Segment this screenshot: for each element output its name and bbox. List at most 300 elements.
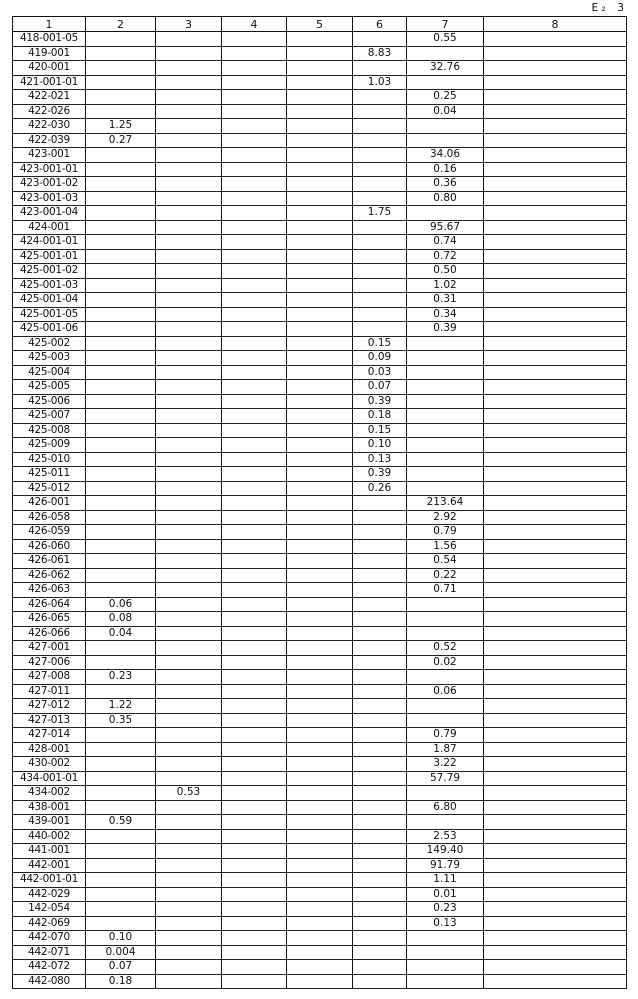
table-cell: [353, 699, 407, 714]
table-cell: [353, 220, 407, 235]
table-cell: [287, 264, 353, 279]
table-cell: [156, 220, 222, 235]
table-cell: [287, 757, 353, 772]
table-cell: [222, 133, 287, 148]
table-cell: [484, 177, 627, 192]
table-cell: [287, 90, 353, 105]
table-cell: [484, 786, 627, 801]
table-row: [13, 757, 627, 772]
table-cell: [484, 336, 627, 351]
table-cell: [484, 409, 627, 424]
table-cell: 95.67: [407, 220, 484, 235]
table-cell: [86, 844, 156, 859]
table-cell: [287, 873, 353, 888]
table-cell: [156, 829, 222, 844]
table-cell: [484, 206, 627, 221]
table-cell: 0.15: [353, 336, 407, 351]
table-cell: [484, 858, 627, 873]
table-cell: [287, 829, 353, 844]
table-cell: [353, 293, 407, 308]
table-cell: [484, 554, 627, 569]
table-row: [13, 626, 627, 641]
table-cell: [156, 249, 222, 264]
table-cell: [353, 641, 407, 656]
table-cell: 8.83: [353, 46, 407, 61]
table-cell: [353, 307, 407, 322]
table-row: [13, 61, 627, 76]
table-row: [13, 699, 627, 714]
table-cell: [156, 626, 222, 641]
table-cell: [287, 336, 353, 351]
table-cell: [287, 322, 353, 337]
table-cell: [86, 902, 156, 917]
table-cell: [353, 597, 407, 612]
table-cell: 0.004: [86, 945, 156, 960]
table-cell: [222, 148, 287, 163]
table-cell: [156, 916, 222, 931]
table-cell: [407, 670, 484, 685]
table-cell: [222, 945, 287, 960]
table-cell: [156, 264, 222, 279]
table-cell: [156, 61, 222, 76]
table-cell: 34.06: [407, 148, 484, 163]
table-cell: [222, 264, 287, 279]
table-row: [13, 104, 627, 119]
row-code-cell: 426-001: [13, 496, 86, 511]
table-row: [13, 322, 627, 337]
table-cell: 0.72: [407, 249, 484, 264]
table-row: [13, 380, 627, 395]
table-cell: [222, 974, 287, 989]
table-cell: [156, 481, 222, 496]
table-cell: [222, 423, 287, 438]
table-row: [13, 525, 627, 540]
row-code-cell: 434-001-01: [13, 771, 86, 786]
table-cell: [407, 786, 484, 801]
table-cell: [222, 380, 287, 395]
table-cell: [484, 220, 627, 235]
table-cell: 0.35: [86, 713, 156, 728]
table-cell: [222, 525, 287, 540]
table-cell: [287, 612, 353, 627]
table-cell: [156, 670, 222, 685]
table-cell: [156, 119, 222, 134]
row-code-cell: 427-006: [13, 655, 86, 670]
table-cell: [287, 380, 353, 395]
table-cell: [86, 829, 156, 844]
table-cell: [222, 829, 287, 844]
table-cell: [86, 264, 156, 279]
table-cell: [156, 641, 222, 656]
table-cell: [86, 757, 156, 772]
table-cell: 0.04: [407, 104, 484, 119]
table-row: [13, 264, 627, 279]
table-cell: [407, 960, 484, 975]
table-cell: [353, 177, 407, 192]
table-cell: [287, 525, 353, 540]
table-cell: 0.18: [353, 409, 407, 424]
table-cell: [156, 278, 222, 293]
table-cell: [86, 162, 156, 177]
table-cell: [156, 757, 222, 772]
table-cell: [287, 307, 353, 322]
table-row: [13, 32, 627, 47]
table-cell: [353, 815, 407, 830]
table-cell: [156, 351, 222, 366]
column-header: 1: [13, 17, 86, 32]
table-cell: [353, 264, 407, 279]
table-cell: [287, 916, 353, 931]
table-cell: [156, 452, 222, 467]
row-code-cell: 425-012: [13, 481, 86, 496]
table-cell: [484, 438, 627, 453]
table-cell: [353, 960, 407, 975]
row-code-cell: 442-069: [13, 916, 86, 931]
table-row: [13, 191, 627, 206]
table-cell: [86, 409, 156, 424]
table-cell: [407, 365, 484, 380]
column-header: 2: [86, 17, 156, 32]
table-cell: [484, 713, 627, 728]
table-cell: [484, 496, 627, 511]
table-cell: [353, 104, 407, 119]
table-cell: [287, 510, 353, 525]
table-cell: [86, 90, 156, 105]
table-cell: [353, 133, 407, 148]
table-cell: [222, 481, 287, 496]
table-cell: [287, 61, 353, 76]
table-cell: 0.59: [86, 815, 156, 830]
table-cell: 2.92: [407, 510, 484, 525]
table-cell: [484, 61, 627, 76]
table-cell: [287, 815, 353, 830]
row-code-cell: 425-007: [13, 409, 86, 424]
table-cell: 0.53: [156, 786, 222, 801]
table-cell: [156, 815, 222, 830]
table-row: [13, 409, 627, 424]
row-code-cell: 428-001: [13, 742, 86, 757]
table-row: [13, 583, 627, 598]
table-row: [13, 206, 627, 221]
table-row: [13, 293, 627, 308]
table-row: [13, 365, 627, 380]
table-cell: [407, 46, 484, 61]
table-cell: [353, 945, 407, 960]
table-cell: [222, 844, 287, 859]
table-cell: [353, 496, 407, 511]
table-cell: [353, 771, 407, 786]
table-row: [13, 162, 627, 177]
table-cell: [156, 525, 222, 540]
table-cell: [287, 902, 353, 917]
table-cell: [86, 800, 156, 815]
table-row: [13, 46, 627, 61]
table-cell: [407, 380, 484, 395]
table-cell: [287, 699, 353, 714]
table-cell: [353, 670, 407, 685]
table-cell: [222, 568, 287, 583]
table-cell: [222, 307, 287, 322]
table-cell: [353, 829, 407, 844]
table-cell: [86, 858, 156, 873]
row-code-cell: 427-012: [13, 699, 86, 714]
table-cell: [407, 699, 484, 714]
table-row: [13, 249, 627, 264]
table-cell: [287, 945, 353, 960]
table-cell: [86, 467, 156, 482]
table-cell: 0.25: [407, 90, 484, 105]
table-cell: 0.74: [407, 235, 484, 250]
table-cell: [86, 46, 156, 61]
table-cell: [222, 902, 287, 917]
table-cell: [484, 162, 627, 177]
table-cell: 0.52: [407, 641, 484, 656]
table-cell: [484, 945, 627, 960]
table-cell: [287, 887, 353, 902]
table-cell: [222, 365, 287, 380]
table-cell: [222, 713, 287, 728]
table-cell: [484, 104, 627, 119]
table-row: [13, 467, 627, 482]
table-cell: [156, 655, 222, 670]
table-cell: 0.08: [86, 612, 156, 627]
table-cell: [484, 800, 627, 815]
table-cell: [222, 916, 287, 931]
row-code-cell: 423-001-04: [13, 206, 86, 221]
table-cell: [484, 612, 627, 627]
table-cell: [156, 133, 222, 148]
table-cell: [287, 220, 353, 235]
row-code-cell: 442-029: [13, 887, 86, 902]
row-code-cell: 422-030: [13, 119, 86, 134]
table-row: [13, 655, 627, 670]
table-cell: 1.75: [353, 206, 407, 221]
row-code-cell: 426-065: [13, 612, 86, 627]
row-code-cell: 427-013: [13, 713, 86, 728]
table-cell: [222, 597, 287, 612]
table-cell: [353, 539, 407, 554]
table-cell: [484, 46, 627, 61]
column-header: 6: [353, 17, 407, 32]
table-cell: [222, 742, 287, 757]
table-row: [13, 394, 627, 409]
table-cell: [353, 278, 407, 293]
table-cell: [484, 670, 627, 685]
table-cell: [484, 887, 627, 902]
table-row: [13, 873, 627, 888]
table-cell: [484, 960, 627, 975]
row-code-cell: 425-001-05: [13, 307, 86, 322]
table-cell: [353, 858, 407, 873]
table-cell: [407, 452, 484, 467]
table-row: [13, 235, 627, 250]
table-cell: [353, 148, 407, 163]
table-row: [13, 742, 627, 757]
table-cell: [86, 235, 156, 250]
table-cell: [222, 583, 287, 598]
row-code-cell: 423-001-02: [13, 177, 86, 192]
table-cell: [222, 75, 287, 90]
table-cell: [222, 46, 287, 61]
table-row: [13, 829, 627, 844]
table-cell: 0.55: [407, 32, 484, 47]
table-cell: [222, 496, 287, 511]
table-cell: [86, 873, 156, 888]
table-cell: [484, 525, 627, 540]
table-cell: [484, 902, 627, 917]
table-cell: 0.03: [353, 365, 407, 380]
table-row: [13, 597, 627, 612]
table-cell: 1.02: [407, 278, 484, 293]
table-row: [13, 974, 627, 989]
table-cell: [353, 61, 407, 76]
table-cell: [287, 481, 353, 496]
table-cell: [407, 612, 484, 627]
row-code-cell: 427-014: [13, 728, 86, 743]
table-row: [13, 336, 627, 351]
table-cell: [484, 467, 627, 482]
table-cell: [156, 104, 222, 119]
table-cell: [407, 423, 484, 438]
table-cell: [86, 452, 156, 467]
table-cell: 213.64: [407, 496, 484, 511]
table-cell: [156, 554, 222, 569]
table-cell: [353, 249, 407, 264]
table-cell: [86, 322, 156, 337]
table-cell: 0.79: [407, 525, 484, 540]
table-cell: [222, 960, 287, 975]
table-cell: 0.06: [86, 597, 156, 612]
table-cell: [86, 278, 156, 293]
table-row: [13, 75, 627, 90]
row-code-cell: 418-001-05: [13, 32, 86, 47]
table-cell: [287, 684, 353, 699]
table-cell: [484, 699, 627, 714]
table-cell: [353, 902, 407, 917]
row-code-cell: 427-011: [13, 684, 86, 699]
table-cell: [353, 322, 407, 337]
table-cell: [484, 90, 627, 105]
table-cell: [222, 278, 287, 293]
table-cell: [86, 249, 156, 264]
table-cell: 0.15: [353, 423, 407, 438]
table-cell: [484, 742, 627, 757]
table-cell: 1.25: [86, 119, 156, 134]
table-cell: 1.03: [353, 75, 407, 90]
row-code-cell: 422-026: [13, 104, 86, 119]
table-cell: [353, 235, 407, 250]
table-cell: [353, 568, 407, 583]
table-cell: 57.79: [407, 771, 484, 786]
table-cell: [484, 394, 627, 409]
table-cell: [484, 249, 627, 264]
table-cell: [86, 510, 156, 525]
row-code-cell: 426-061: [13, 554, 86, 569]
table-body: [13, 32, 627, 989]
table-cell: [287, 235, 353, 250]
column-header: 7: [407, 17, 484, 32]
table-cell: [86, 438, 156, 453]
table-cell: [86, 75, 156, 90]
table-cell: [484, 873, 627, 888]
table-cell: [222, 336, 287, 351]
table-cell: [86, 568, 156, 583]
table-cell: [86, 554, 156, 569]
table-cell: [156, 510, 222, 525]
row-code-cell: 423-001-03: [13, 191, 86, 206]
table-cell: [484, 293, 627, 308]
table-cell: 0.07: [353, 380, 407, 395]
table-cell: [484, 380, 627, 395]
table-cell: [222, 757, 287, 772]
row-code-cell: 425-003: [13, 351, 86, 366]
table-cell: [407, 206, 484, 221]
row-code-cell: 425-008: [13, 423, 86, 438]
table-cell: 0.23: [407, 902, 484, 917]
row-code-cell: 426-064: [13, 597, 86, 612]
table-cell: [353, 844, 407, 859]
table-cell: [222, 554, 287, 569]
table-cell: [287, 365, 353, 380]
table-cell: [86, 525, 156, 540]
table-cell: 0.09: [353, 351, 407, 366]
column-header: 3: [156, 17, 222, 32]
table-row: [13, 496, 627, 511]
table-cell: [353, 32, 407, 47]
table-cell: [222, 322, 287, 337]
table-cell: [287, 800, 353, 815]
table-cell: [222, 655, 287, 670]
table-row: [13, 148, 627, 163]
table-row: [13, 438, 627, 453]
row-code-cell: 426-058: [13, 510, 86, 525]
table-cell: [287, 423, 353, 438]
row-code-cell: 426-066: [13, 626, 86, 641]
table-cell: 0.34: [407, 307, 484, 322]
table-cell: [222, 191, 287, 206]
table-cell: [86, 583, 156, 598]
table-cell: [222, 887, 287, 902]
table-cell: [222, 351, 287, 366]
table-cell: [484, 191, 627, 206]
table-cell: 0.80: [407, 191, 484, 206]
table-cell: 3.22: [407, 757, 484, 772]
table-cell: [287, 597, 353, 612]
table-cell: 0.23: [86, 670, 156, 685]
table-cell: [156, 713, 222, 728]
row-code-cell: 434-002: [13, 786, 86, 801]
table-cell: [86, 336, 156, 351]
table-row: [13, 844, 627, 859]
table-cell: [353, 684, 407, 699]
table-cell: [353, 887, 407, 902]
table-cell: [287, 670, 353, 685]
table-cell: [156, 742, 222, 757]
table-cell: [353, 655, 407, 670]
table-cell: [407, 394, 484, 409]
table-cell: [156, 728, 222, 743]
table-cell: [156, 206, 222, 221]
table-cell: [222, 61, 287, 76]
table-cell: [222, 684, 287, 699]
table-cell: [287, 46, 353, 61]
table-cell: 0.39: [407, 322, 484, 337]
table-cell: [353, 916, 407, 931]
table-cell: [287, 539, 353, 554]
table-cell: [287, 583, 353, 598]
table-cell: [484, 655, 627, 670]
table-cell: [287, 713, 353, 728]
